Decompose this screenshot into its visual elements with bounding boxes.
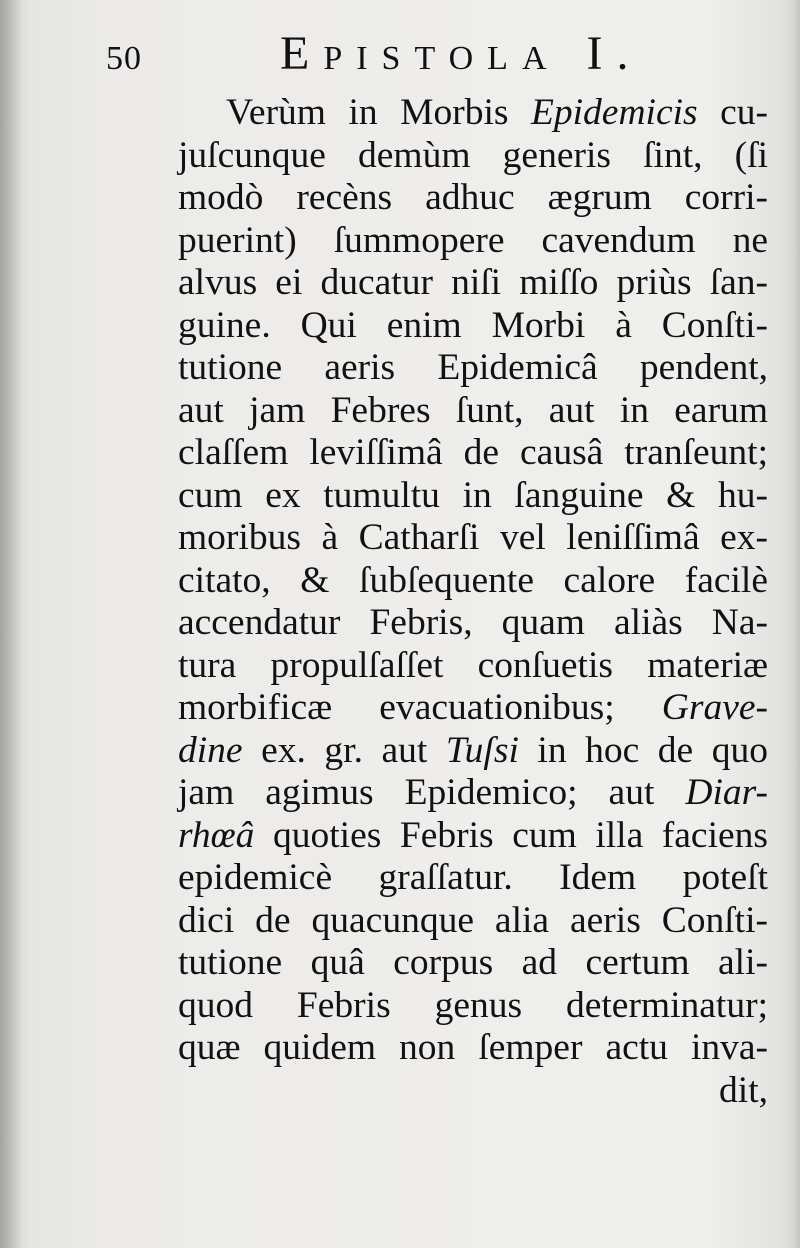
page-number: 50 (106, 40, 142, 77)
text-line: guine. Qui enim Morbi à Conſti- (178, 304, 768, 346)
text-line: puerint) ſummopere cavendum ne (178, 219, 768, 261)
text-line: cum ex tumultu in ſanguine & hu- (178, 474, 768, 516)
text-line: aut jam Febres ſunt, aut in earum (178, 389, 768, 431)
text-line: citato, & ſubſequente calore facilè (178, 559, 768, 601)
text-line: jam agimus Epidemico; aut Diar- (178, 772, 768, 813)
text-line: quæ quidem non ſemper actu inva- (178, 1027, 768, 1068)
text-line: quod Febris genus determinatur; (178, 984, 768, 1026)
body-text (178, 92, 768, 1112)
text-line: Verùm in Morbis Epidemicis cu- (226, 92, 768, 133)
text-line: dici de quacunque alia aeris Conſti- (178, 899, 768, 941)
page-edge (794, 0, 800, 1248)
text-line: tutione aeris Epidemicâ pendent, (178, 347, 768, 388)
catchword: dit, (719, 1069, 768, 1111)
page-header (0, 22, 800, 82)
text-line: claſſem leviſſimâ de causâ tranſeunt; (178, 432, 768, 473)
text-line: juſcunque demùm generis ſint, (ſi (178, 134, 768, 176)
running-title: Epistola I. (280, 27, 643, 80)
spine-shadow (0, 0, 22, 1248)
text-line: tutione quâ corpus ad certum ali- (178, 942, 768, 983)
text-line: alvus ei ducatur niſi miſſo priùs ſan- (178, 262, 768, 303)
text-line: modò recèns adhuc ægrum corri- (178, 177, 768, 218)
text-line: moribus à Catharſi vel leniſſimâ ex- (178, 517, 768, 558)
text-line: epidemicè graſſatur. Idem poteſt (178, 857, 768, 898)
text-line: morbificæ evacuationibus; Grave- (178, 687, 768, 728)
text-line: accendatur Febris, quam aliàs Na- (178, 602, 768, 643)
text-line: tura propulſaſſet conſuetis materiæ (178, 644, 768, 686)
text-line: dine ex. gr. aut Tuſsi in hoc de quo (178, 729, 768, 771)
text-line: rhœâ quoties Febris cum illa faciens (178, 814, 768, 856)
